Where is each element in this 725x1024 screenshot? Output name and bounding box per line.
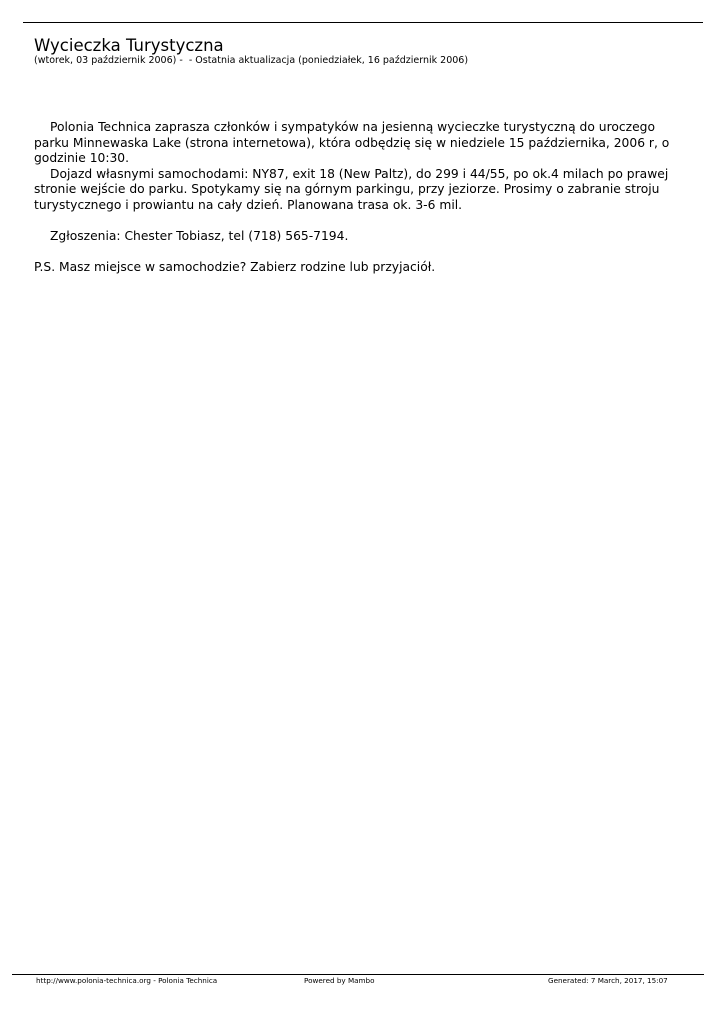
paragraph-ps: P.S. Masz miejsce w samochodzie? Zabierz rodzine lub przyjaciół. bbox=[34, 259, 436, 274]
spacer bbox=[34, 244, 684, 260]
footer-site-link[interactable]: http://www.polonia-technica.org - Polonia Technica bbox=[36, 976, 218, 985]
footer-divider bbox=[12, 974, 704, 975]
article-dates: (wtorek, 03 październik 2006) - - Ostatnia aktualizacja (poniedziałek, 16 październik 2006) bbox=[34, 55, 469, 66]
paragraph-invitation: Polonia Technica zaprasza członków i sympatyków na jesienną wycieczke turystyczną do uroczego parku Minnewaska Lake (strona internetowa), która odbędzię się w niedziele 15 października, 2006 r, o godzinie 10:30. bbox=[34, 120, 670, 165]
paragraph-directions: Dojazd własnymi samochodami: NY87, exit 18 (New Paltz), do 299 i 44/55, po ok.4 milach po prawej stronie wejście do parku. Spotykamy się na górnym parkingu, przy jeziorze. Prosimy o zabranie stroju turystycznego i prowiantu na cały dzień. Planowana trasa ok. 3-6 mil. bbox=[34, 166, 669, 212]
spacer bbox=[34, 213, 684, 229]
article-meta bbox=[34, 55, 468, 67]
footer-generated: Generated: 7 March, 2017, 15:07 bbox=[548, 976, 668, 985]
footer-powered-by: Powered by Mambo bbox=[304, 976, 375, 985]
article-body bbox=[34, 120, 684, 275]
paragraph-registration: Zgłoszenia: Chester Tobiasz, tel (718) 565-7194. bbox=[50, 228, 349, 243]
top-divider bbox=[23, 22, 703, 23]
article-title: Wycieczka Turystyczna bbox=[34, 36, 224, 55]
